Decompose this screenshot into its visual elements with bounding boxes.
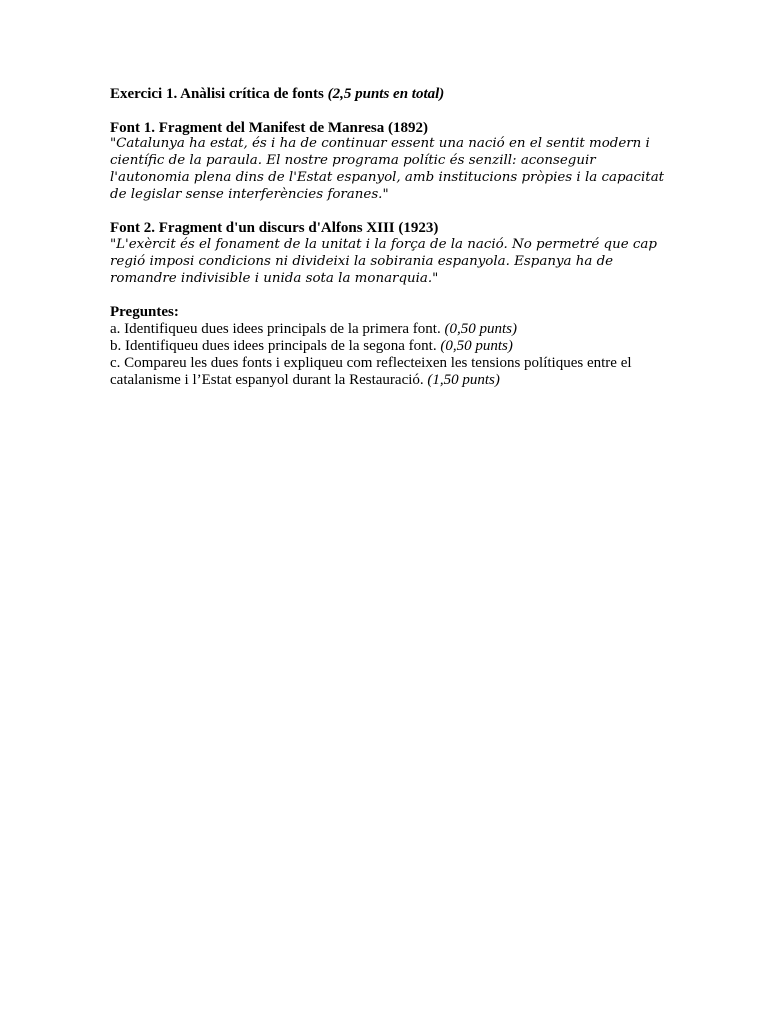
source-2-quote: "L'exèrcit és el fonament de la unitat i la força de la nació. No permetré que cap regió imposi condicions ni divideixi la sobirania espanyola. Espanya ha de romandre indivisible i unida sota la monarquia." (110, 237, 657, 286)
spacer (110, 103, 670, 120)
question-c-points: (1,50 punts) (427, 371, 500, 388)
question-b (110, 338, 670, 355)
spacer (110, 288, 670, 305)
source-1 (110, 120, 670, 204)
questions-section (110, 304, 670, 388)
question-a-points: (0,50 punts) (444, 321, 517, 338)
question-a (110, 321, 670, 338)
source-2 (110, 220, 670, 287)
exercise-title-text: Exercici 1. Anàlisi crítica de fonts (110, 86, 328, 102)
exercise-title (110, 86, 670, 103)
question-a-text: a. Identifiqueu dues idees principals de la primera font. (110, 321, 445, 338)
document-page (110, 86, 670, 388)
source-1-quote: "Catalunya ha estat, és i ha de continuar essent una nació en el sentit modern i científic de la paraula. El nostre programa polític és senzill: aconseguir l'autonomia plena dins de l'Estat espanyol, amb institucions pròpies i la capacitat de legislar sense interferències foranes." (110, 136, 665, 202)
question-c-text: c. Compareu les dues fonts i expliqueu com reflecteixen les tensions polítiques entre el catalanisme i l’Estat espanyol durant la Restauració. (110, 354, 632, 388)
question-c (110, 355, 670, 389)
source-1-heading: Font 1. Fragment del Manifest de Manresa (1892) (110, 119, 429, 136)
exercise-points-note: (2,5 punts en total) (327, 86, 445, 102)
spacer (110, 204, 670, 221)
question-b-points: (0,50 punts) (440, 337, 513, 354)
source-2-heading: Font 2. Fragment d'un discurs d'Alfons XIII (1923) (110, 220, 439, 237)
question-b-text: b. Identifiqueu dues idees principals de la segona font. (110, 337, 441, 354)
questions-heading: Preguntes: (110, 304, 179, 321)
